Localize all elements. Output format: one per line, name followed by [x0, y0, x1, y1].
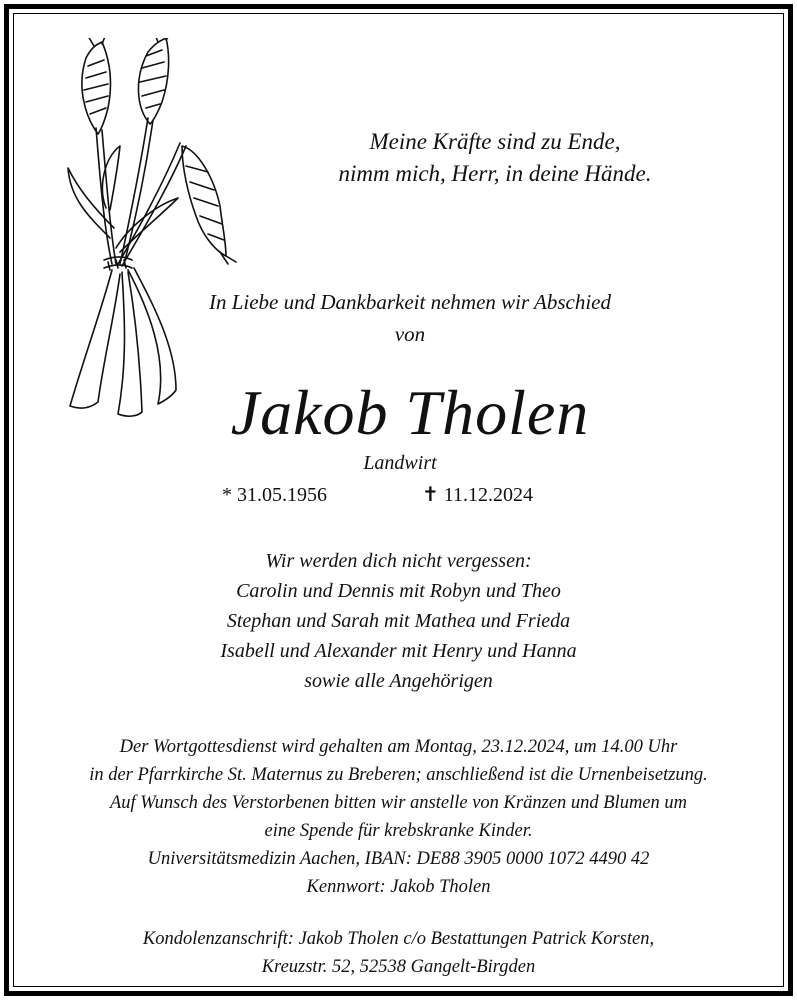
mourners-line-3: Isabell und Alexander mit Henry und Hanna — [220, 640, 577, 662]
service-line-1: Der Wortgottesdienst wird gehalten am Montag, 23.12.2024, um 14.00 Uhr — [119, 737, 678, 757]
mourners-line-1: Carolin und Dennis mit Robyn und Theo — [236, 580, 561, 602]
mourners-line-4: sowie alle Angehörigen — [304, 670, 493, 692]
birth-date: * 31.05.1956 — [222, 484, 327, 506]
service-line-4: eine Spende für krebskranke Kinder. — [264, 821, 533, 841]
condolence-line-2: Kreuzstr. 52, 52538 Gangelt-Birgden — [261, 957, 536, 977]
intro-line: In Liebe und Dankbarkeit nehmen wir Abschied — [208, 290, 612, 314]
condolence-line-1: Kondolenzanschrift: Jakob Tholen c/o Bestattungen Patrick Korsten, — [142, 929, 655, 949]
intro-von: von — [394, 322, 426, 346]
deceased-profession: Landwirt — [363, 452, 437, 474]
motto-line-2: nimm mich, Herr, in deine Hände. — [338, 161, 652, 186]
service-line-6: Kennwort: Jakob Tholen — [306, 877, 491, 897]
service-line-2: in der Pfarrkirche St. Maternus zu Breberen; anschließend ist die Urnenbeisetzung. — [89, 765, 708, 785]
death-date-block — [422, 482, 572, 508]
mourners-heading: Wir werden dich nicht vergessen: — [265, 550, 532, 572]
cross-icon: ✝ — [422, 484, 439, 506]
deceased-name: Jakob Tholen — [230, 377, 590, 448]
service-line-3: Auf Wunsch des Verstorbenen bitten wir anstelle von Kränzen und Blumen um — [109, 793, 688, 813]
death-date: 11.12.2024 — [443, 484, 534, 506]
mourners-line-2: Stephan und Sarah mit Mathea und Frieda — [226, 610, 571, 632]
wheat-bundle-icon — [58, 38, 248, 428]
motto-line-1: Meine Kräfte sind zu Ende, — [369, 129, 621, 154]
service-line-5: Universitätsmedizin Aachen, IBAN: DE88 3905 0000 1072 4490 42 — [147, 849, 650, 869]
